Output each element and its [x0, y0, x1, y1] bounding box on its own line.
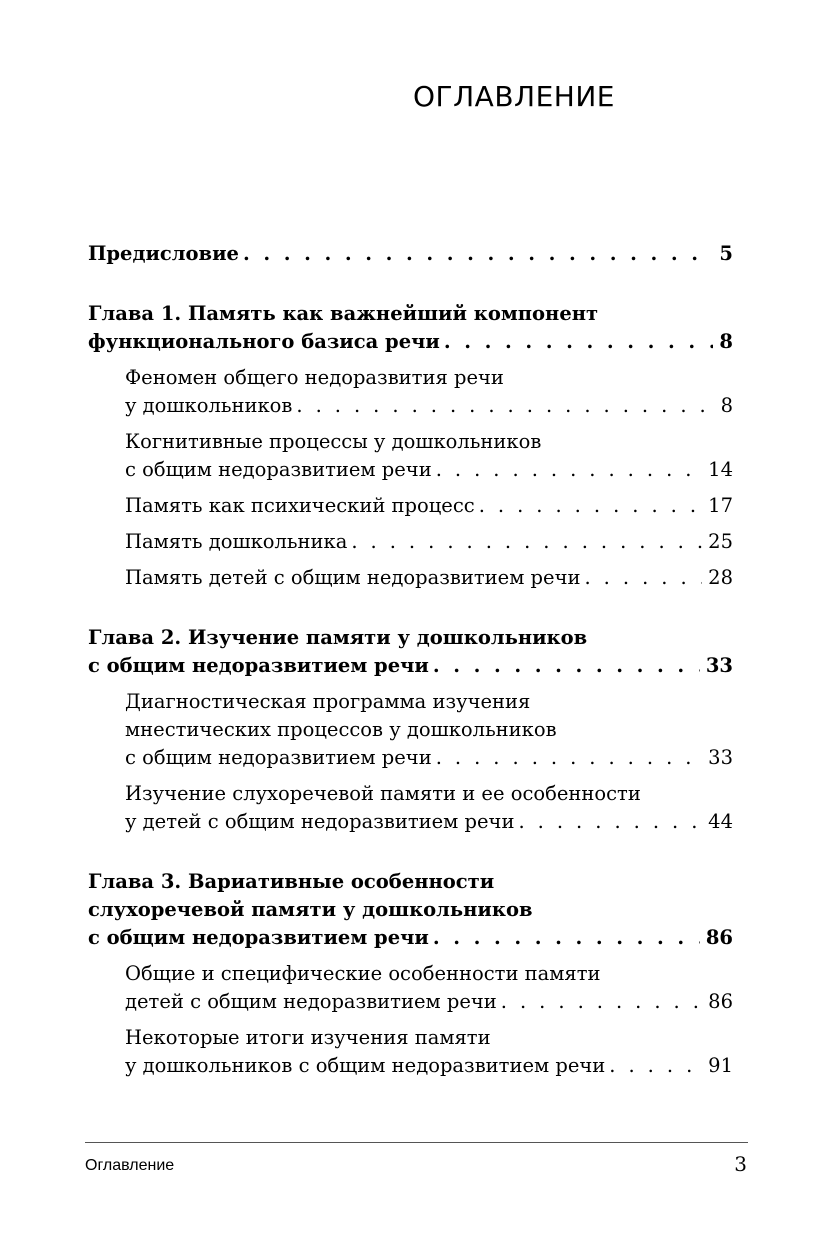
page-number: 3 [734, 1152, 747, 1176]
toc-entry-title: детей с общим недоразвитием речи [125, 990, 497, 1013]
toc-page-number: 91 [708, 1054, 733, 1077]
toc-entry-section-1-2[interactable] [88, 428, 733, 484]
toc-entry-chapter-1[interactable] [88, 300, 733, 356]
toc-entry-section-3-1[interactable] [88, 960, 733, 1016]
toc-entry-title: мнестических процессов у дошкольников [125, 718, 557, 741]
toc-page-number: 28 [708, 566, 733, 589]
toc-page-number: 17 [708, 494, 733, 517]
dot-leader [429, 652, 700, 680]
toc-entry-title: у дошкольников с общим недоразвитием речи [125, 1054, 606, 1077]
toc-page-number: 8 [719, 330, 733, 353]
toc-entry-section-1-3[interactable] [88, 492, 733, 520]
toc-page-number: 86 [705, 926, 733, 949]
toc-entry-title: Когнитивные процессы у дошкольников [125, 430, 542, 453]
toc-group-chapter-1 [88, 300, 733, 592]
toc-entry-title: у дошкольников [125, 394, 293, 417]
toc-page-number: 5 [719, 242, 733, 265]
toc-page-number: 14 [708, 458, 733, 481]
toc-entry-title: Изучение слухоречевой памяти и ее особенности [125, 782, 641, 805]
toc-entry-section-1-5[interactable] [88, 564, 733, 592]
toc-page-number: 33 [705, 654, 733, 677]
dot-leader [514, 808, 702, 836]
dot-leader [432, 744, 702, 772]
dot-leader [239, 240, 713, 268]
dot-leader [347, 528, 702, 556]
toc-entry-title: Глава 1. Память как важнейший компонент [88, 302, 599, 325]
toc-entry-title: Память как психический процесс [125, 494, 475, 517]
dot-leader [429, 924, 700, 952]
toc-entry-section-1-4[interactable] [88, 528, 733, 556]
toc-entry-title: с общим недоразвитием речи [88, 654, 429, 677]
dot-leader [497, 988, 702, 1016]
toc-entry-title: Глава 2. Изучение памяти у дошкольников [88, 626, 588, 649]
toc-entry-title: Память детей с общим недоразвитием речи [125, 566, 581, 589]
toc-entry-preface[interactable] [88, 240, 733, 268]
toc-entry-section-2-1[interactable] [88, 688, 733, 772]
toc-entry-title: с общим недоразвитием речи [125, 458, 432, 481]
toc-entry-title: Предисловие [88, 242, 239, 265]
table-of-contents [88, 240, 733, 1112]
toc-entry-title: Некоторые итоги изучения памяти [125, 1026, 491, 1049]
dot-leader [292, 392, 714, 420]
toc-entry-title: Память дошкольника [125, 530, 348, 553]
toc-page-number: 44 [708, 810, 733, 833]
toc-entry-title: слухоречевой памяти у дошкольников [88, 898, 533, 921]
toc-entry-chapter-2[interactable] [88, 624, 733, 680]
toc-entry-title: Общие и специфические особенности памяти [125, 962, 601, 985]
toc-entry-title: с общим недоразвитием речи [125, 746, 432, 769]
toc-entry-section-3-2[interactable] [88, 1024, 733, 1080]
toc-group-chapter-2 [88, 624, 733, 836]
toc-entry-title: у детей с общим недоразвитием речи [125, 810, 515, 833]
toc-entry-title: Диагностическая программа изучения [125, 690, 531, 713]
dot-leader [475, 492, 702, 520]
page-title: ОГЛАВЛЕНИЕ [413, 80, 615, 113]
toc-page-number: 86 [708, 990, 733, 1013]
toc-entry-title: Глава 3. Вариативные особенности [88, 870, 495, 893]
toc-group-chapter-3 [88, 868, 733, 1080]
toc-page-number: 25 [708, 530, 733, 553]
dot-leader [432, 456, 702, 484]
toc-group-preface [88, 240, 733, 268]
toc-entry-title: с общим недоразвитием речи [88, 926, 429, 949]
toc-entry-title: функционального базиса речи [88, 330, 440, 353]
toc-page-number: 33 [708, 746, 733, 769]
toc-entry-title: Феномен общего недоразвития речи [125, 366, 504, 389]
toc-page-number: 8 [720, 394, 733, 417]
dot-leader [440, 328, 714, 356]
toc-entry-section-1-1[interactable] [88, 364, 733, 420]
footer-divider [85, 1142, 748, 1143]
toc-entry-section-2-2[interactable] [88, 780, 733, 836]
running-footer-title: Оглавление [85, 1157, 175, 1174]
dot-leader [580, 564, 702, 592]
dot-leader [605, 1052, 702, 1080]
toc-entry-chapter-3[interactable] [88, 868, 733, 952]
